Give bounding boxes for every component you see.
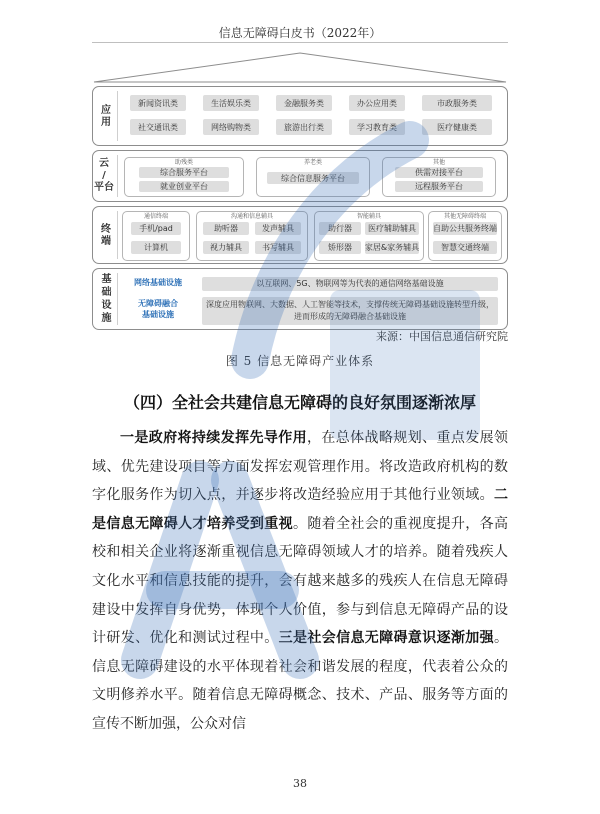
layer-label-cloud-part: / [102, 170, 106, 181]
infra-row-desc-line: 进而形成的无障碍融合基础设施 [294, 312, 406, 321]
terminal-cell: 助听器 [203, 222, 249, 235]
layer-label-infrastructure [93, 269, 115, 329]
group-title: 助残类 [174, 159, 193, 166]
infra-row-name [120, 298, 196, 324]
terminal-group-smart-aids [314, 211, 424, 261]
terminal-cell: 矫形器 [319, 241, 361, 254]
body-paragraph [92, 424, 508, 739]
cloud-cell: 综合信息服务平台 [267, 172, 359, 184]
roof-shape [92, 50, 508, 84]
terminal-cell: 助行器 [319, 222, 361, 235]
figure-source: 来源：中国信息通信研究院 [376, 330, 508, 343]
cloud-cell: 供需对接平台 [395, 167, 483, 178]
cloud-group-disability [124, 157, 244, 197]
layer-label-cloud [93, 151, 115, 201]
key-point-1: 一是政府将持续发挥先导作用 [120, 430, 307, 446]
figure-caption: 图 5 信息无障碍产业体系 [225, 354, 375, 368]
infra-row-desc-line: 深度应用物联网、大数据、人工智能等技术，支撑传统无障碍基础设施转型升级， [206, 300, 494, 309]
app-cell: 学习教育类 [349, 119, 405, 135]
layer-label-application: 应用 [98, 104, 110, 128]
body-text-span: 。信息无障碍建设的水平体现着社会和谐发展的程度，代表着公众的文明修养水平。随着信息无障碍概念、技术、产品、服务等方面的宣传不断加强，公众对信 [92, 630, 509, 732]
section-heading: （四）全社会共建信息无障碍的良好氛围逐渐浓厚 [123, 393, 476, 412]
infra-row-desc: 以互联网、5G、物联网等为代表的通信网络基础设施 [202, 277, 498, 291]
group-title: 沟通和信息辅具 [230, 213, 273, 220]
app-cell: 旅游出行类 [276, 119, 332, 135]
cloud-cell: 就业创业平台 [139, 181, 229, 192]
app-cell: 金融服务类 [276, 95, 332, 111]
terminal-cell: 自助公共服务终端 [433, 224, 497, 233]
layer-label-infra-text: 基础设施 [99, 273, 110, 325]
header-rule [92, 42, 508, 43]
group-title: 养老类 [303, 159, 322, 166]
infra-row-name-line: 基础设施 [142, 310, 174, 319]
infra-row-name-line: 无障碍融合 [138, 299, 178, 308]
body-text-span: ，在总体战略规划、重点发展领域、优先建设项目等方面发挥宏观管理作用。将改造政府机构的数字化服务作为切入点，并逐步将改造经验应用于其他行业领域。 [92, 430, 508, 504]
industry-system-diagram [92, 50, 508, 335]
app-cell: 社交通讯类 [130, 119, 186, 135]
layer-label-cloud-part: 平台 [94, 182, 114, 193]
terminal-group-comm [122, 211, 190, 261]
infra-row-desc [202, 297, 498, 325]
cloud-group-elderly [256, 157, 370, 197]
layer-infrastructure [92, 268, 508, 330]
layer-application [92, 86, 508, 146]
layer-cloud-platform [92, 150, 508, 202]
terminal-cell: 视力辅具 [203, 241, 249, 254]
group-title: 其他 [432, 159, 445, 166]
terminal-cell: 计算机 [131, 241, 181, 254]
cloud-group-other [382, 157, 496, 197]
group-title: 智能辅具 [356, 213, 381, 220]
app-cell: 新闻资讯类 [130, 95, 186, 111]
terminal-group-other [428, 211, 502, 261]
terminal-cell: 家居&家务辅具 [364, 243, 420, 252]
cloud-cell: 综合服务平台 [139, 167, 229, 178]
page-number: 38 [293, 777, 307, 790]
page-header: 信息无障碍白皮书（2022年） [218, 26, 382, 40]
app-cell: 市政服务类 [422, 95, 492, 111]
terminal-cell: 手机/pad [131, 222, 181, 235]
terminal-cell: 医疗辅助辅具 [365, 222, 419, 235]
terminal-cell: 智慧交通终端 [433, 241, 497, 254]
cloud-cell: 远程服务平台 [395, 181, 483, 192]
key-point-2: 二是信息无障碍人才培养受到重视 [92, 487, 508, 532]
app-cell: 办公应用类 [349, 95, 405, 111]
group-title: 通信终端 [143, 213, 168, 220]
infra-row-name: 网络基础设施 [134, 278, 182, 287]
layer-terminal [92, 206, 508, 264]
terminal-cell: 发声辅具 [255, 222, 301, 235]
body-text-span: 。随着全社会的重视度提升，各高校和相关企业将逐渐重视信息无障碍领域人才的培养。随着残疾人文化水平和信息技能的提升，会有越来越多的残疾人在信息无障碍建设中发挥自身优势，体现个人价值，参与到信息无障碍产品的设计研发、优化和测试过程中。 [92, 515, 508, 647]
app-cell: 网络购物类 [203, 119, 259, 135]
terminal-group-info-aids [196, 211, 308, 261]
terminal-cell: 书写辅具 [255, 241, 301, 254]
app-cell: 医疗健康类 [422, 119, 492, 135]
key-point-3: 三是社会信息无障碍意识逐渐加强 [278, 630, 495, 647]
group-title: 其他无障碍终端 [443, 213, 486, 220]
layer-label-terminal: 终端 [98, 223, 110, 247]
app-cell: 生活娱乐类 [203, 95, 259, 111]
layer-label-cloud-part: 云 [99, 158, 109, 169]
